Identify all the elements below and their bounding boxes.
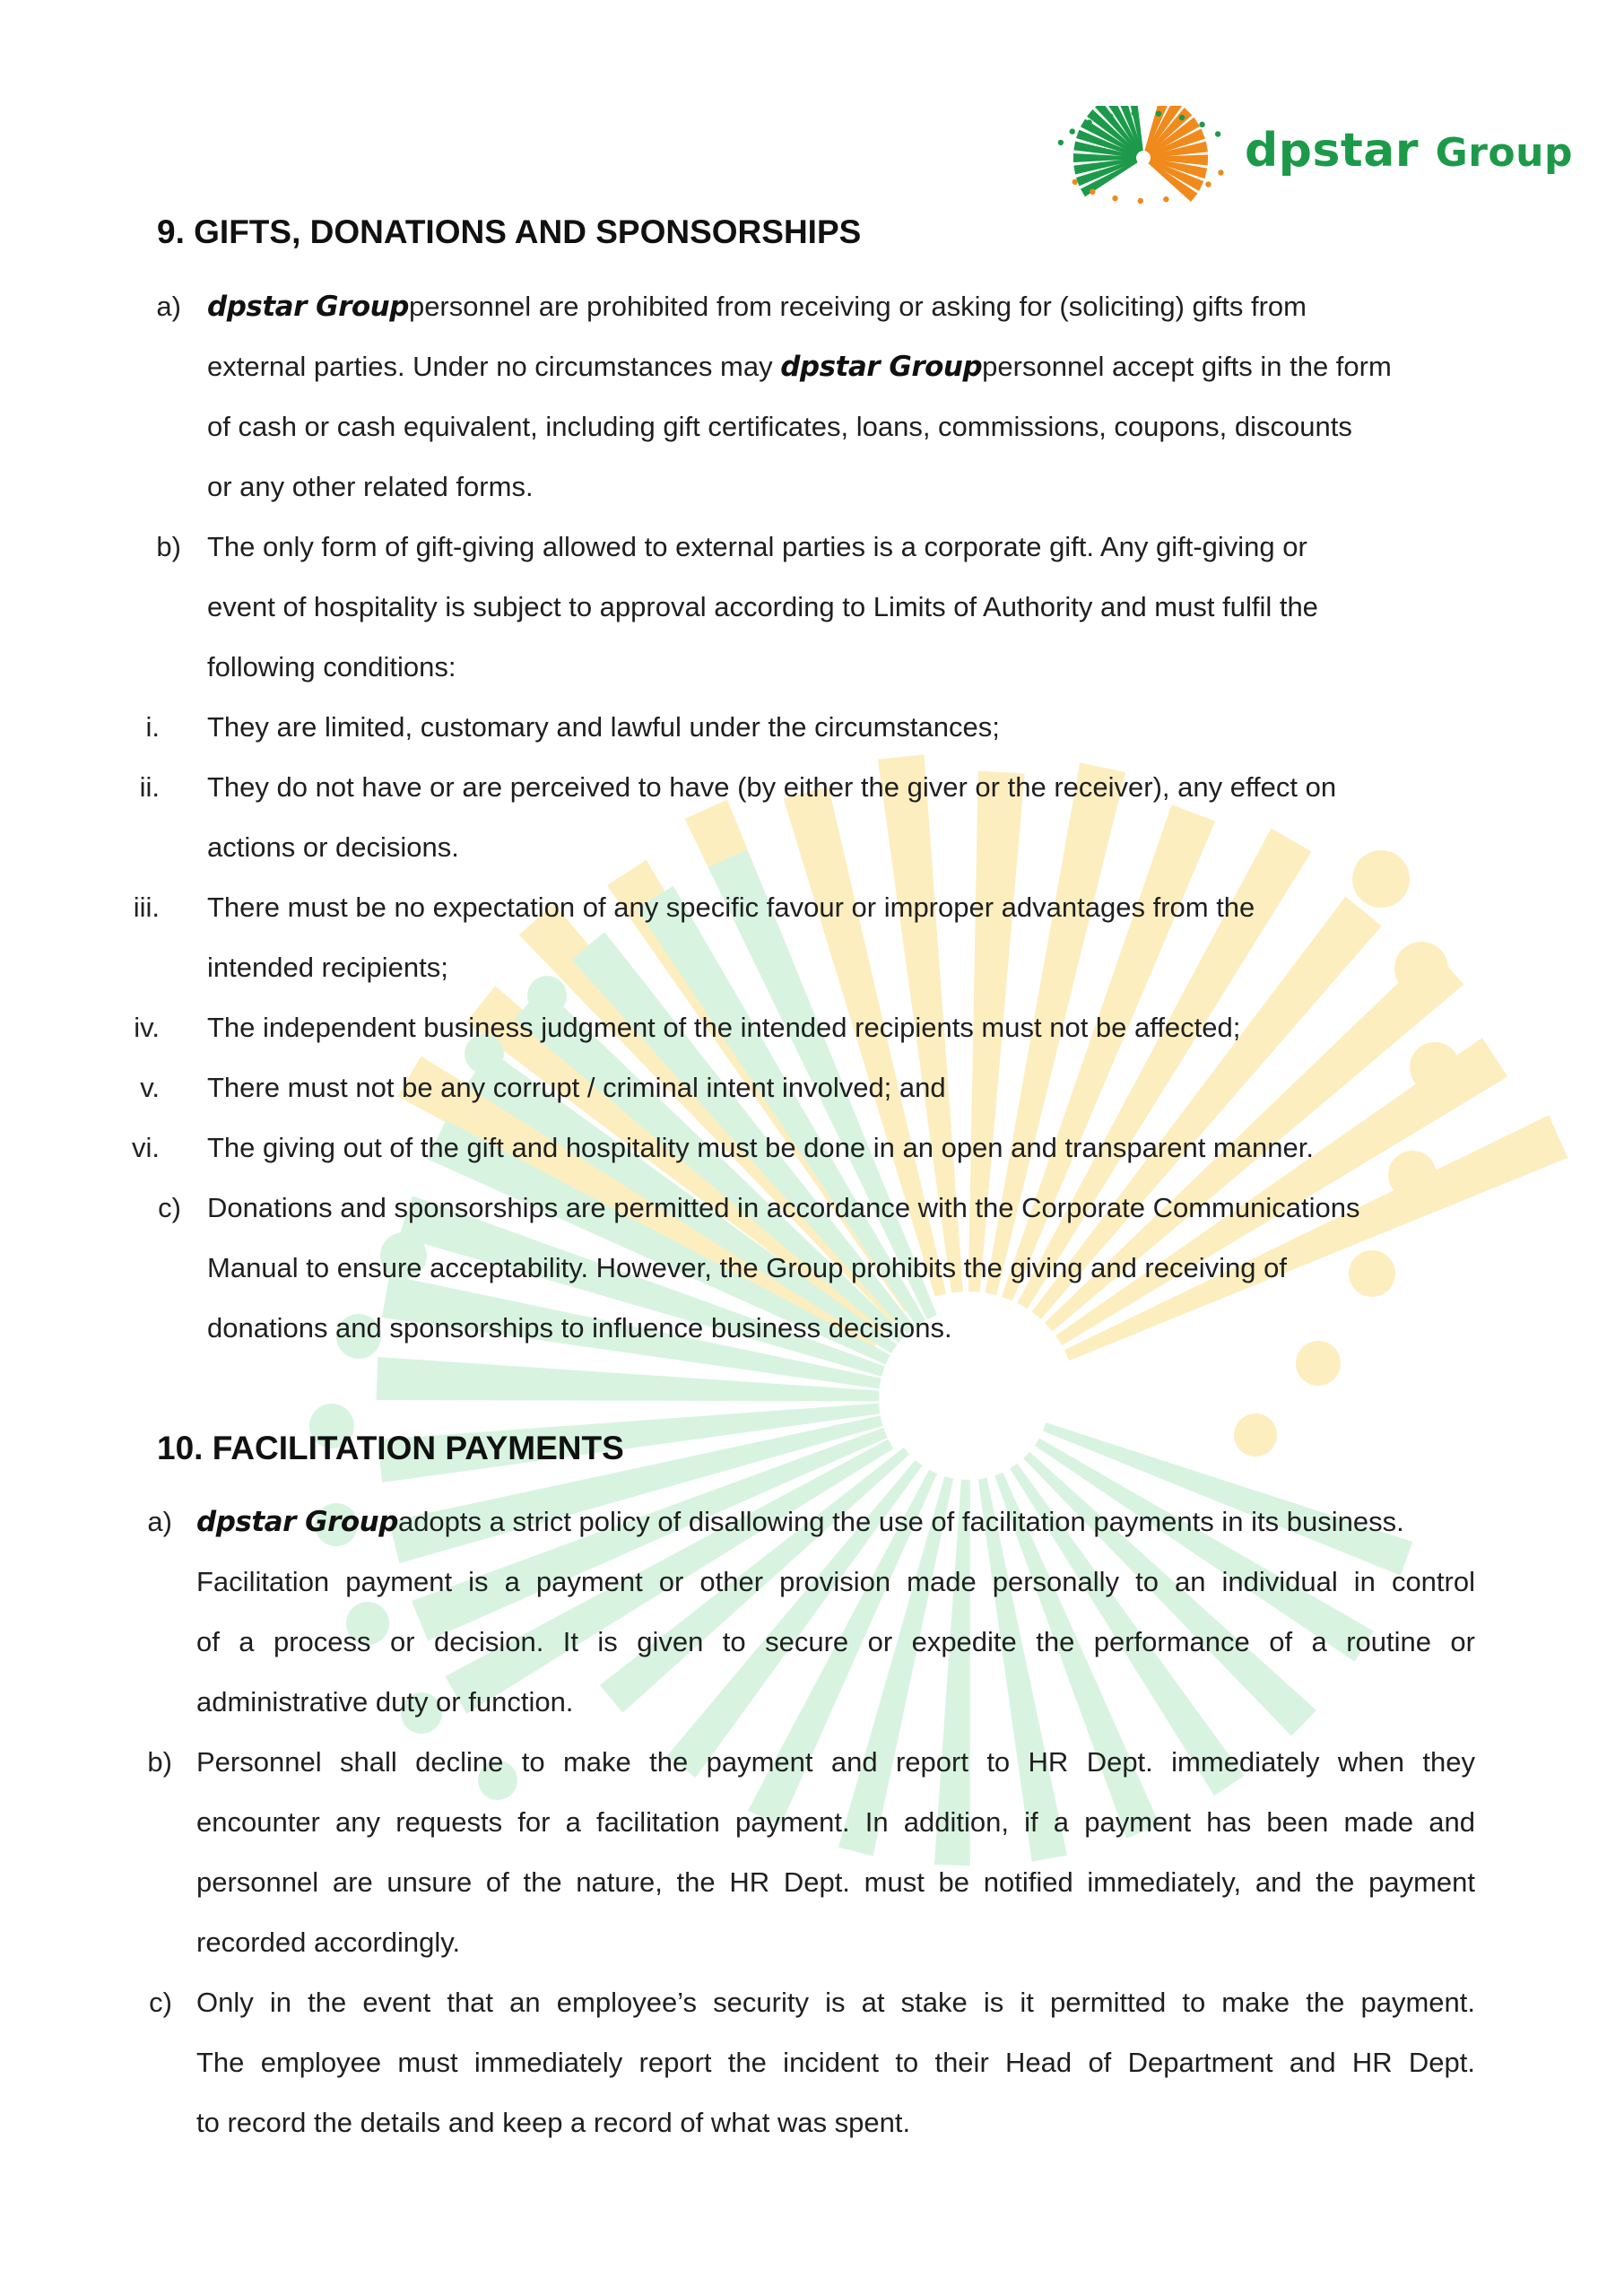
paragraph-line: of cash or cash equivalent, including gift certificates, loans, commissions, coupons, discounts	[207, 411, 1352, 442]
paragraph-line: recorded accordingly.	[196, 1926, 461, 1958]
list-marker: v.	[140, 1072, 160, 1103]
paragraph-line: encounter any requests for a facilitation payment. In addition, if a payment has been made and	[196, 1806, 1475, 1838]
paragraph-line	[207, 336, 1392, 397]
logo-wordmark	[1245, 124, 1573, 178]
brand-name: dpstar Group	[207, 291, 409, 323]
paragraph-line: The independent business judgment of the intended recipients must not be affected;	[207, 1012, 1241, 1043]
logo-name: dpstar	[1245, 124, 1419, 178]
decor-dot	[1156, 111, 1161, 117]
paragraph-line: following conditions:	[207, 651, 456, 683]
list-marker: b)	[156, 531, 181, 562]
decor-dot	[1070, 128, 1075, 134]
list-marker: i.	[145, 711, 160, 743]
paragraph-line: The only form of gift-giving allowed to external parties is a corporate gift. Any gift-giving or	[207, 531, 1307, 562]
paragraph-line: donations and sponsorships to influence business decisions.	[207, 1312, 952, 1344]
company-logo	[1043, 106, 1573, 204]
paragraph-line	[196, 1492, 1404, 1552]
list-item	[0, 757, 1624, 817]
list-item	[0, 1057, 1624, 1118]
paragraph-line: The giving out of the gift and hospitality must be done in an open and transparent manner.	[207, 1132, 1314, 1163]
line-text: external parties. Under no circumstances may	[207, 351, 781, 382]
paragraph-line: Facilitation payment is a payment or other provision made personally to an individual in control	[196, 1566, 1475, 1597]
decor-dot	[1073, 179, 1078, 185]
decor-dot	[1138, 198, 1143, 204]
paragraph-line: to record the details and keep a record of what was spent.	[196, 2107, 911, 2138]
paragraph-line	[0, 336, 1624, 396]
paragraph-line: The employee must immediately report the incident to their Head of Department and HR Dept.	[196, 2047, 1475, 2078]
list-item	[0, 1972, 1624, 2032]
section-heading: 10. FACILITATION PAYMENTS	[157, 1430, 624, 1466]
decor-dot	[1112, 196, 1117, 201]
decor-dot	[1132, 110, 1137, 116]
paragraph-line: actions or decisions.	[207, 831, 459, 863]
line-text: personnel accept gifts in the form	[982, 351, 1392, 382]
list-item	[0, 276, 1624, 336]
decor-dot	[1199, 122, 1204, 127]
paragraph-line: administrative duty or function.	[196, 1686, 574, 1718]
list-marker: iv.	[134, 1012, 160, 1043]
list-item	[0, 877, 1624, 937]
list-item	[0, 1118, 1624, 1178]
list-item	[0, 697, 1624, 757]
decor-dot	[1186, 191, 1192, 196]
list-marker: iii.	[133, 891, 160, 923]
paragraph-line: event of hospitality is subject to approval according to Limits of Authority and must fulfil the	[207, 591, 1318, 622]
list-item	[0, 997, 1624, 1057]
list-marker: vi.	[132, 1132, 160, 1163]
list-marker: a)	[147, 1506, 172, 1537]
decor-dot	[1090, 189, 1095, 195]
decor-dot	[1058, 140, 1064, 145]
list-item	[0, 517, 1624, 577]
line-text: personnel are prohibited from receiving or asking for (soliciting) gifts from	[408, 291, 1307, 322]
list-item	[0, 1492, 1624, 1552]
list-item	[0, 1178, 1624, 1238]
paragraph-line	[207, 276, 1307, 337]
list-marker: a)	[156, 291, 181, 322]
paragraph-line: Manual to ensure acceptability. However, the Group prohibits the giving and receiving of	[207, 1252, 1287, 1283]
paragraph-line: Personnel shall decline to make the payment and report to HR Dept. immediately when they	[196, 1746, 1475, 1778]
paragraph-line: Donations and sponsorships are permitted in accordance with the Corporate Communications	[207, 1192, 1360, 1223]
decor-dot	[1215, 131, 1220, 136]
list-item	[0, 1732, 1624, 1792]
paragraph-line: or any other related forms.	[207, 471, 534, 502]
list-marker: b)	[147, 1746, 172, 1778]
paragraph-line: Only in the event that an employee’s security is at stake is it permitted to make the payment.	[196, 1987, 1475, 2018]
list-marker: c)	[158, 1192, 181, 1223]
logo-suffix: Group	[1435, 130, 1573, 176]
paragraph-line: They are limited, customary and lawful under the circumstances;	[207, 711, 1000, 743]
paragraph-line: personnel are unsure of the nature, the HR Dept. must be notified immediately, and the payment	[196, 1866, 1475, 1898]
list-marker: c)	[149, 1987, 172, 2018]
brand-name: dpstar Group	[196, 1506, 398, 1538]
decor-dot	[1107, 113, 1113, 118]
brand-name: dpstar Group	[780, 351, 983, 383]
section-heading: 9. GIFTS, DONATIONS AND SPONSORSHIPS	[157, 213, 862, 250]
decor-dot	[1205, 181, 1211, 187]
paragraph-line: There must be no expectation of any specific favour or improper advantages from the	[207, 891, 1255, 923]
paragraph-line: They do not have or are perceived to have (by either the giver or the receiver), any effect on	[207, 771, 1337, 803]
decor-dot	[1218, 170, 1223, 175]
list-marker: ii.	[139, 771, 160, 803]
logo-swirl-icon	[1043, 106, 1240, 204]
decor-dot	[1163, 196, 1168, 202]
paragraph-line: There must not be any corrupt / criminal intent involved; and	[207, 1072, 946, 1103]
decor-dot	[1179, 115, 1185, 120]
decor-dot	[1086, 119, 1091, 125]
line-text: adopts a strict policy of disallowing the use of facilitation payments in its business.	[397, 1506, 1404, 1537]
paragraph-line: intended recipients;	[207, 952, 448, 983]
paragraph-line: of a process or decision. It is given to secure or expedite the performance of a routine or	[196, 1626, 1475, 1657]
